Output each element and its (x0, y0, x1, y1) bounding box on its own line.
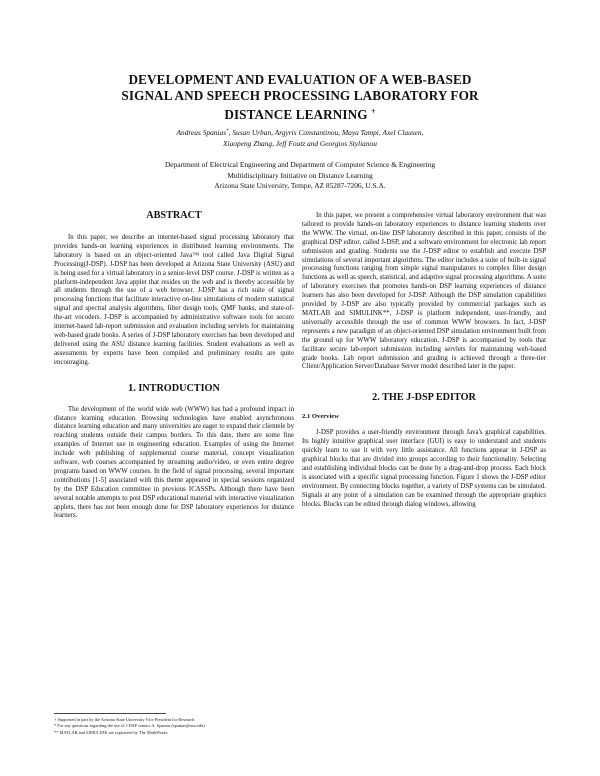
author-list (90, 127, 510, 149)
affiliation-line-3: Arizona State University, Tempe, AZ 85287-7206, U.S.A. (214, 181, 386, 190)
footnotes (54, 717, 294, 736)
authors-line-1-rest: , Susan Urban, Argyris Constantinou, Maya Tampi, Axel Clausen, (228, 128, 424, 137)
authors-line-2: Xiaopeng Zhang, Jeff Foutz and Georgios Stylianou (223, 138, 377, 148)
footnote-2: * For any questions regarding the use of J-DSP contact A. Spanias (spanias@asu.edu) (54, 723, 205, 729)
introduction-heading: 1. INTRODUCTION (128, 382, 220, 394)
left-column (54, 210, 294, 521)
affiliation-line-2: Multidisciplinary Initiative on Distance Learning (227, 170, 373, 180)
section-2-heading: 2. THE J-DSP EDITOR (372, 392, 476, 404)
footnote-3: ** MATLAB and SIMULINK are registered by The MathWorks (54, 729, 168, 735)
first-author: Andreas Spanias (176, 128, 227, 137)
introduction-text: The development of the world wide web (WWW) has had a profound impact in distance learning education. Browsing technologies have enabled asynchronous distance learning education and many universities are eager to expand their clientele by reaching students outside their campus borders. To this date, there are some fine examples of Internet use in engineering education. Examples of using the Internet include web publishing of supplemental course material, concept visualization software, web courses accompanied by streaming audio/video, or even entire degree programs based on WWW courses. In the field of signal processing, several important contributions [1-5] associated with this theme appeared in special sessions organized by the DSP Education committee in previous ICASSPs. Although there have been several notable attempts to post DSP educational material with interactive visualization applets, there has not been enough done for DSP laboratory experiences for distance learners. (54, 405, 294, 520)
title-line-3-text: DISTANCE LEARNING (224, 107, 368, 122)
title-footnote-marker: + (370, 107, 376, 116)
abstract-heading: ABSTRACT (146, 210, 202, 221)
affiliation (100, 160, 500, 192)
section-2-text: J-DSP provides a user-friendly environment through Java's graphical capabilities. Its highly intuitive graphical user interface (GUI) is easy to understand and students quickly learn to use it with very little assistance. All functions appear in J-DSP as graphical blocks that are divided into groups according to their functionality. Selecting and establishing individual blocks can be done by a drag-and-drop process. Each block is associated with a specific signal processing function. Figure 1 shows the J-DSP editor environment. By connecting blocks together, a variety of DSP systems can be simulated. Signals at any point of a simulation can be examined through the appropriate graphics blocks. Blocks can be edited through dialog windows, allowing (302, 429, 546, 508)
first-author-marker: * (226, 129, 229, 134)
paper-title (60, 72, 540, 123)
subsection-2-1-heading: 2.1 Overview (302, 413, 339, 421)
right-intro-text: In this paper, we present a comprehensive virtual laboratory environment that was tailored to provide hands-on laboratory experiences to distance learning students over the WWW. The virtual, on-line DSP laboratory described in this paper, consists of the graphical DSP editor, called J-DSP, and a software environment for electronic lab report submission and grading. Students use the J-DSP editor to establish and execute DSP simulations of several important algorithms. The editor includes a suite of built-in signal processing functions ranging from simple signal manipulators to complex filter design functions as well as speech, statistical, and adaptive signal processing algorithms. A suite of laboratory exercises that promotes hands-on DSP learning experiences of distance learners has also been developed for J-DSP. Although the DSP simulation capabilities provided by J-DSP are also typically provided by commercial packages such as MATLAB and SIMULINK**, J-DSP is platform independent, user-friendly, and universally accessible through the use of common WWW browsers. In fact, J-DSP represents a new paradigm of an object-oriented DSP simulation environment built from the ground up for WWW laboratory education. J-DSP is accompanied by tools that facilitate secure lab-report submission including servlets for maintaining web-based grade books. Lab report submission and grading is achieved through a three-tier Client/Application Server/Database Server model described later in the paper. (302, 212, 546, 371)
footnote-1: + Supported in part by the Arizona State University Vice President for Research (54, 717, 195, 722)
abstract-text: In this paper, we describe an internet-based signal processing laboratory that provides hands-on learning experiences in distributed learning environments. The laboratory is based on an object-oriented Java™ tool called Java Digital Signal Processing(J-DSP). J-DSP has been developed at Arizona State University (ASU) and is being used for a virtual laboratory in a senior-level DSP course. J-DSP is written as a platform-independent Java applet that resides on the web and is thereby accessible by all students through the use of a web browser. J-DSP has a rich suite of signal processing functions that facilitate interactive on-line simulations of modern statistical signal and spectral analysis algorithms, filter design tools, QMF banks, and state-of-the-art vocoders. J-DSP is accompanied by administrative software tools for secure internet-based lab-report submission and evaluation including servlets for maintaining web-based grade books. A series of J-DSP laboratory exercises has been developed and delivered using the ASU distance learning facilities. Student evaluations as well as assessments by experts have been compiled and preliminary results are quite encouraging. (54, 234, 294, 366)
authors-line-1 (90, 127, 510, 139)
affiliation-line-1: Department of Electrical Engineering and Department of Computer Science & Engineering (164, 160, 436, 169)
right-column (302, 212, 546, 509)
title-line-2: SIGNAL AND SPEECH PROCESSING LABORATORY FOR (121, 88, 479, 103)
title-line-3 (60, 104, 540, 123)
title-line-1: DEVELOPMENT AND EVALUATION OF A WEB-BASED (128, 72, 472, 87)
footnote-divider (54, 713, 166, 714)
